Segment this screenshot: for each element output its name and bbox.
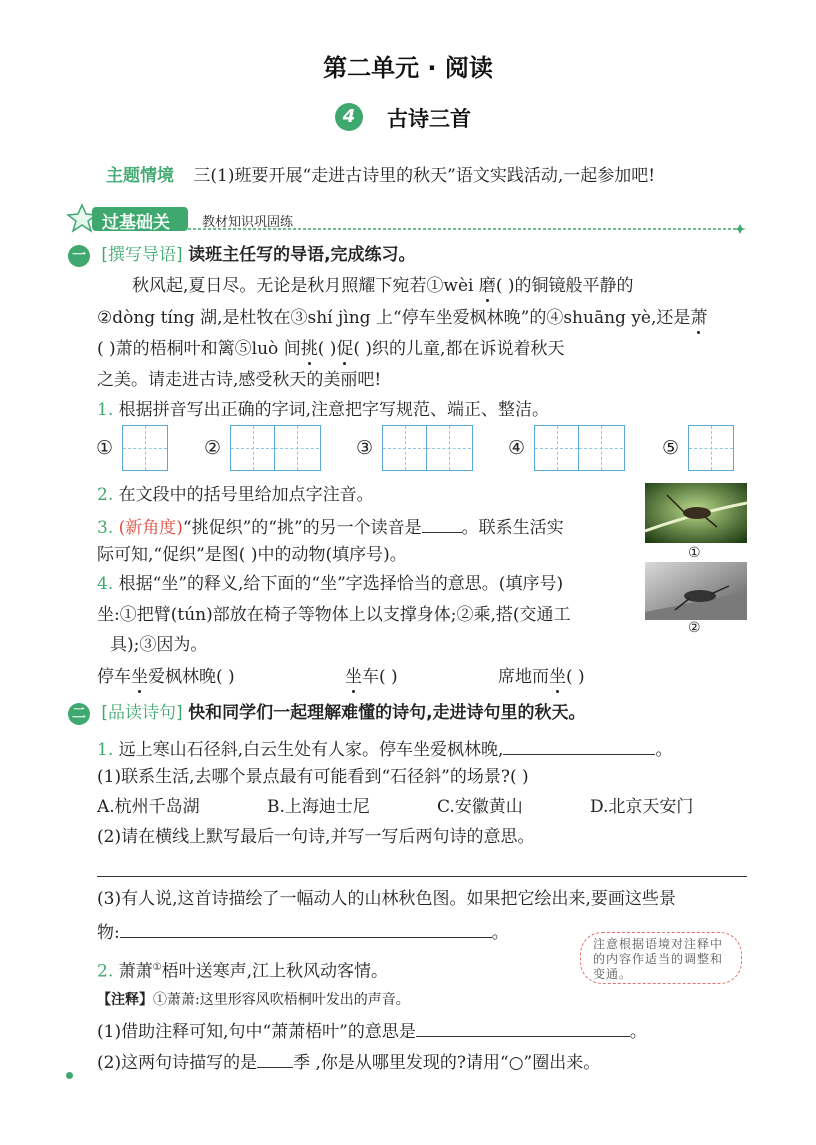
writing-grid-4[interactable] — [534, 425, 625, 471]
theme-text: 三(1)班要开展“走进古诗里的秋天”语文实践活动,一起参加吧! — [193, 166, 656, 186]
tip-bubble — [580, 932, 742, 984]
note-text: ①萧萧:这里形容风吹梧桐叶发出的声音。 — [153, 992, 410, 1008]
s1-q3-cont: 际可知,“促织”是图( )中的动物(填序号)。 — [97, 545, 407, 565]
option-text: 车( ) — [362, 667, 398, 687]
s2-q1-sub1: (1)联系生活,去哪个景点最有可能看到“石径斜”的场景?( ) — [97, 767, 529, 787]
theme-label: 主题情境 — [106, 166, 174, 186]
option-c[interactable]: C.安徽黄山 — [437, 797, 523, 817]
s1-q4-option-1 — [97, 666, 235, 688]
s1-q4-def2: 具);③因为。 — [110, 635, 208, 655]
footnote-marker: ① — [152, 962, 162, 973]
s2-q2 — [97, 957, 388, 983]
q-number: 2. — [97, 961, 114, 982]
cricket-photo-1 — [645, 483, 747, 543]
dotted-char: 坐 — [549, 667, 566, 687]
s1-q4 — [97, 573, 563, 595]
q-text: 。 — [491, 923, 509, 943]
q-number: 3. — [97, 518, 114, 538]
dotted-char: 坐 — [345, 667, 362, 687]
q-text: 物: — [97, 923, 120, 943]
s2-q1-sub3: (3)有人说,这首诗描绘了一幅动人的山林秋色图。如果把它绘出来,要画这些景 — [97, 889, 676, 909]
passage-text: ( )的铜镜般平静的 — [495, 276, 634, 296]
writing-grid-1[interactable] — [122, 425, 168, 471]
passage-line-2 — [97, 307, 707, 329]
option-d[interactable]: D.北京天安门 — [590, 797, 694, 817]
q-number: 2. — [97, 485, 114, 505]
dotted-char: 萧 — [690, 308, 708, 328]
s2-q2-sub1 — [97, 1018, 647, 1043]
sparkle-icon — [734, 224, 746, 234]
q-number: 1. — [97, 400, 114, 420]
q-text: 。 — [655, 740, 673, 760]
section1-number: 一 — [68, 245, 90, 267]
s2-q1 — [97, 736, 672, 761]
s2-q1-sub3-cont — [97, 919, 509, 944]
q-text: 根据“坐”的释义,给下面的“坐”字选择恰当的意思。(填序号) — [118, 574, 564, 594]
passage-line-3 — [97, 338, 564, 360]
dotted-char: 磨 — [478, 276, 496, 296]
q-text: 远上寒山石径斜,白云生处有人家。停车坐爱枫林晚, — [118, 740, 504, 760]
grid-label-3: ③ — [356, 437, 374, 459]
answer-blank[interactable] — [257, 1049, 293, 1068]
writing-grid-3[interactable] — [382, 425, 473, 471]
q-text: “挑促织”的“挑”的另一个读音是 — [182, 518, 422, 538]
section2-tag: [品读诗句] — [101, 703, 183, 723]
grid-label-1: ① — [96, 437, 114, 459]
section1-header — [68, 244, 416, 267]
lesson-number: 4 — [342, 106, 356, 127]
lesson-badge — [335, 103, 363, 131]
answer-blank[interactable] — [120, 919, 492, 938]
s1-q4-option-3 — [498, 666, 585, 688]
theme-row — [106, 165, 655, 187]
lesson-title: 古诗三首 — [387, 107, 471, 131]
s1-q1 — [97, 399, 549, 421]
photo-label-1: ① — [688, 545, 701, 561]
grid-label-2: ② — [204, 437, 222, 459]
passage-text: 秋风起,夏日尽。无论是秋月照耀下宛若①wèi — [132, 276, 479, 296]
s2-q2-note — [97, 989, 410, 1011]
grid-label-5: ⑤ — [662, 437, 680, 459]
option-text: ( ) — [566, 667, 585, 687]
section2-header — [68, 702, 586, 725]
passage-text: ( ) — [317, 339, 337, 359]
option-text: 停车 — [97, 667, 131, 687]
photo-label-2: ② — [688, 620, 701, 636]
page-dot — [66, 1072, 73, 1079]
s1-q3 — [97, 514, 564, 539]
section-banner — [64, 202, 754, 232]
option-b[interactable]: B.上海迪士尼 — [267, 797, 370, 817]
answer-blank[interactable] — [503, 736, 655, 755]
s1-q4-def1: 坐:①把臂(tún)部放在椅子等物体上以支撑身体;②乘,搭(交通工 — [97, 605, 571, 625]
option-text: 席地而 — [498, 667, 549, 687]
grid-label-4: ④ — [508, 437, 526, 459]
q-text: 在文段中的括号里给加点字注音。 — [118, 485, 374, 505]
q-number: 1. — [97, 740, 114, 760]
s1-q2 — [97, 484, 374, 506]
banner-title: 过基础关 — [102, 213, 170, 233]
writing-grid-5[interactable] — [688, 425, 734, 471]
option-text: 爱枫林晚( ) — [148, 667, 235, 687]
answer-blank[interactable] — [416, 1018, 630, 1037]
section2-number: 二 — [68, 703, 90, 725]
section2-heading: 快和同学们一起理解难懂的诗句,走进诗句里的秋天。 — [188, 703, 586, 723]
cricket-photo-2 — [645, 562, 747, 620]
option-a[interactable]: A.杭州千岛湖 — [97, 797, 200, 817]
q-number: 4. — [97, 574, 114, 594]
writing-grid-2[interactable] — [230, 425, 321, 471]
section1-tag: [撰写导语] — [101, 245, 183, 265]
passage-text: ( )萧的梧桐叶和篱⑤luò 间 — [97, 339, 301, 359]
new-angle-tag: (新角度) — [118, 518, 183, 538]
dotted-char: 挑 — [300, 339, 318, 359]
q-text: 。联系生活实 — [461, 518, 564, 538]
q-text: 。 — [629, 1022, 647, 1042]
dotted-char: 坐 — [131, 667, 148, 687]
passage-text: ②dòng tíng 湖,是杜牧在③shí jìng 上“停车坐爱枫林晚”的④shuāng yè,还是 — [97, 308, 691, 328]
star-icon — [68, 205, 96, 231]
dotted-char: 促 — [336, 339, 354, 359]
answer-line[interactable] — [97, 876, 747, 877]
q-text: 季 ,你是从哪里发现的?请用“○”圈出来。 — [293, 1053, 601, 1073]
unit-title: 第二单元 · 阅读 — [323, 54, 493, 82]
q-text: 根据拼音写出正确的字词,注意把字写规范、端正、整洁。 — [118, 400, 550, 420]
s1-q4-option-2 — [345, 666, 398, 688]
q-text: (2)这两句诗描写的是 — [97, 1053, 258, 1073]
banner-subtitle: 教材知识巩固练 — [202, 215, 294, 230]
answer-blank[interactable] — [422, 514, 462, 533]
s2-q2-sub2 — [97, 1049, 600, 1074]
s2-q1-sub2: (2)请在横线上默写最后一句诗,并写一写后两句诗的意思。 — [97, 827, 535, 847]
section1-heading: 读班主任写的导语,完成练习。 — [188, 245, 416, 265]
note-label: 【注释】 — [97, 992, 153, 1008]
passage-line-4: 之美。请走进古诗,感受秋天的美丽吧! — [97, 370, 382, 390]
passage-text: ( )织的儿童,都在诉说着秋天 — [353, 339, 565, 359]
q-text: (1)借助注释可知,句中“萧萧梧叶”的意思是 — [97, 1022, 416, 1042]
passage-line-1 — [132, 275, 634, 297]
q-text: 萧萧 — [118, 961, 153, 982]
tip-text: 注意根据语境对注释中的内容作适当的调整和变通。 — [593, 937, 724, 981]
q-text: 梧叶送寒声,江上秋风动客情。 — [161, 961, 389, 982]
